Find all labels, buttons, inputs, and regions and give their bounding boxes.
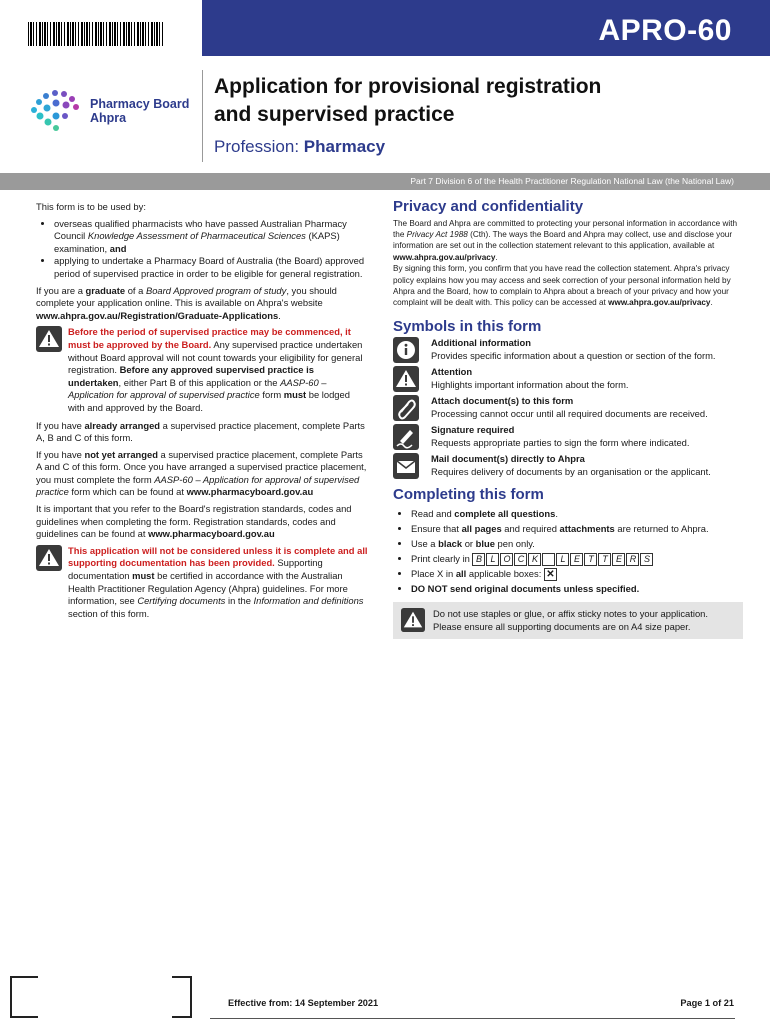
completing-heading: Completing this form — [393, 486, 544, 504]
intro-text: This form is to be used by: — [36, 201, 146, 212]
pen-signature-icon — [393, 424, 419, 450]
legal-reference: Part 7 Division 6 of the Health Practitioner Regulation National Law (the National Law) — [410, 176, 734, 186]
mail-icon — [393, 453, 419, 479]
symbol-attention: Attention Highlights important information about the form. — [393, 366, 743, 394]
symbol-mail-documents: Mail document(s) directly to Ahpra Requires delivery of documents by an organisation or the applicant. — [393, 453, 743, 481]
privacy-link-2[interactable]: www.ahpra.gov.au/privacy — [608, 298, 711, 308]
completing-list — [393, 506, 743, 596]
info-icon — [393, 337, 419, 363]
attention-icon — [36, 326, 62, 352]
standards-text: It is important that you refer to the Board's registration standards, codes and guidelines when completing the form. Registration standards, codes and guidelines can be found at www.pharmacyboard.gov.au — [36, 503, 352, 540]
page-number: Page 1 of 21 — [680, 998, 734, 1008]
pharmacyboard-link[interactable]: www.pharmacyboard.gov.au — [186, 486, 314, 498]
attention-note-completeness: This application will not be considered unless it is complete and all supporting documentation has been provided. Supporting documentation must be certified in accordance with the Australian Health Practitioner Regulation Agency (Ahpra) guidelines. For more information, see Certifying documents in the Information and definitions section of this form. — [36, 545, 368, 621]
barcode — [28, 22, 164, 46]
list-item: • applying to undertake a Pharmacy Board of Australia (the Board) approved period of supervised practice in order to be eligible for general registration. — [54, 255, 368, 280]
page-title: Application for provisional registration and supervised practice — [214, 75, 602, 126]
list-item: • DO NOT send original documents unless specified. — [411, 581, 743, 596]
symbol-attach-documents: Attach document(s) to this form Processing cannot occur until all required documents are received. — [393, 395, 743, 423]
header-divider — [202, 70, 203, 162]
not-arranged-text: If you have not yet arranged a supervised practice placement, complete Parts A and C of this form. Once you have arranged a supervised practice placement, you must complete the form AASP-60 – Application for approval of supervised practice form which can be found at www.pharmacyboard.gov.au — [36, 448, 367, 498]
pharmacyboard-link-2[interactable]: www.pharmacyboard.gov.au — [148, 528, 275, 540]
right-column — [393, 198, 743, 639]
list-item: • Use a black or blue pen only. — [411, 536, 743, 551]
example-checkbox: ✕ — [544, 568, 557, 581]
symbol-signature-required: Signature required Requests appropriate parties to sign the form where indicated. — [393, 424, 743, 452]
intro-list — [36, 218, 368, 281]
attention-icon — [401, 608, 425, 632]
crop-mark-left — [10, 976, 38, 1018]
graduate-link[interactable]: www.ahpra.gov.au/Registration/Graduate-Applications — [36, 309, 279, 321]
paperclip-icon — [393, 395, 419, 421]
attention-note-approval: Before the period of supervised practice may be commenced, it must be approved by the Board. Any supervised practice undertaken without Board approval will not count towards your eligibility for general registration. Before any approved supervised practice is undertaken, either Part B of this application or the AASP-60 – Application for approval of supervised practice form must be lodged with and approved by the Board. — [36, 326, 368, 414]
profession: Profession: Pharmacy — [214, 137, 386, 156]
effective-date: Effective from: 14 September 2021 — [228, 998, 379, 1008]
form-code: APRO-60 — [598, 14, 732, 47]
list-item: • Place X in all applicable boxes: ✕ — [411, 566, 743, 581]
privacy-text: The Board and Ahpra are committed to protecting your personal information in accordance with the Privacy Act 1988 (Cth). The ways the Board and Ahpra may collect, use and disclose your information are set out in the collection statement relevant to this application, available at www.ahpra.gov.au/privacy. By signing this form, you confirm that you have read the collection statement. Ahpra's privacy policy explains how you may access and seek correction of your personal information held by Ahpra and the Board, how to complain to Ahpra about a breach of your privacy and how your complaint will be dealt with. This policy can be accessed at www.ahpra.gov.au/privacy. — [393, 218, 738, 308]
attention-icon — [393, 366, 419, 392]
symbols-heading: Symbols in this form — [393, 317, 542, 335]
attention-icon — [36, 545, 62, 571]
list-item: • overseas qualified pharmacists who have passed Australian Pharmacy Council Knowledge Assessment of Pharmaceutical Sciences (KAPS) examination, and — [54, 218, 368, 256]
privacy-heading: Privacy and confidentiality — [393, 198, 584, 215]
symbol-additional-information: Additional information Provides specific information about a question or section of the form. — [393, 337, 743, 365]
footer-rule — [210, 1018, 735, 1019]
graduate-text: If you are a graduate of a Board Approved program of study, you should complete your application online. This is available on Ahpra's website www.ahpra.gov.au/Registration/Graduate-Applications. — [36, 284, 337, 321]
crop-mark-right — [172, 976, 192, 1018]
block-letters-example: B L O C K L E T T E R S — [472, 553, 654, 564]
already-arranged-text: If you have already arranged a supervised practice placement, complete Parts A, B and C of this form. — [36, 419, 365, 444]
privacy-link[interactable]: www.ahpra.gov.au/privacy — [393, 252, 496, 262]
left-column — [36, 201, 368, 625]
list-item: • Print clearly in B L O C K L E T T E R S — [411, 551, 743, 566]
list-item: • Ensure that all pages and required attachments are returned to Ahpra. — [411, 521, 743, 536]
logo-text: Pharmacy Board Ahpra — [90, 97, 190, 125]
staples-note: Do not use staples or glue, or affix sticky notes to your application. Please ensure all supporting documents are on A4 size paper. — [393, 602, 743, 639]
list-item: • Read and complete all questions. — [411, 506, 743, 521]
